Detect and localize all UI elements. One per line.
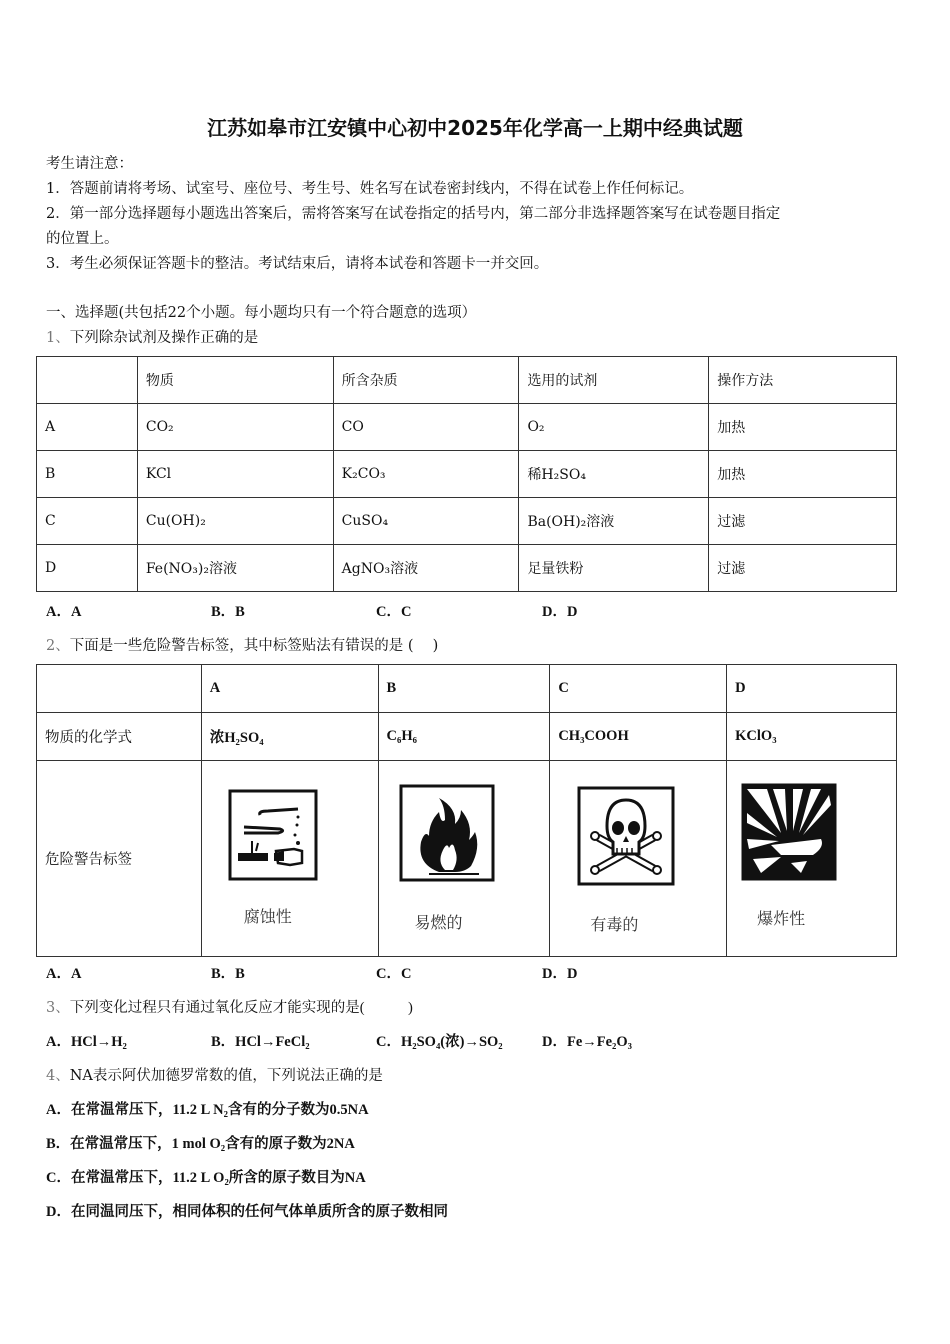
question-text: NA表示阿伏加德罗常数的值，下列说法正确的是 (69, 1068, 383, 1084)
header-cell: 选用的试剂 (519, 357, 709, 404)
substance-cell: KCl (137, 451, 333, 498)
impurity-cell: CO (333, 404, 519, 451)
table-row (37, 451, 897, 498)
formula-cell: KClO₃ (727, 713, 897, 761)
question-number: 2、 (46, 638, 70, 654)
impurity-cell: CuSO₄ (333, 498, 519, 545)
header-cell: 操作方法 (709, 357, 897, 404)
sign-caption: 易燃的 (414, 912, 463, 932)
question-2-stem (46, 634, 438, 655)
option-a[interactable]: A．A (46, 966, 82, 982)
page-title: 江苏如皋市江安镇中心初中2025年化学高一上期中经典试题 (207, 116, 743, 140)
sign-cell (202, 764, 378, 954)
reagent-cell: Ba(OH)₂溶液 (519, 498, 709, 545)
row-label: B (37, 451, 138, 498)
reagent-cell: O₂ (519, 404, 709, 451)
row-label: 危险警告标签 (37, 761, 202, 957)
substance-cell: Fe(NO₃)₂溶液 (137, 545, 333, 592)
reagent-cell: 足量铁粉 (519, 545, 709, 592)
table-row (37, 404, 897, 451)
option-c[interactable]: C．H₂SO₄(浓)→SO₂ (376, 1034, 503, 1050)
reagent-cell: 稀H₂SO₄ (519, 451, 709, 498)
q1-table (36, 356, 897, 592)
notice-heading: 考生请注意： (46, 156, 133, 172)
option-b[interactable]: B．B (211, 604, 245, 620)
explosive-icon (741, 783, 837, 881)
header-cell: C (550, 665, 727, 713)
header-cell (37, 665, 202, 713)
section-heading: 一、选择题(共包括22个小题。每小题均只有一个符合题意的选项） (46, 305, 477, 321)
formula-cell: CH₃COOH (550, 713, 727, 761)
flammable-icon (399, 784, 495, 882)
question-number: 1、 (46, 330, 70, 346)
sign-caption: 爆炸性 (757, 908, 806, 928)
notice-item-2-cont: 的位置上。 (46, 231, 119, 247)
question-4-stem (46, 1064, 383, 1085)
table-row (37, 545, 897, 592)
substance-cell: CO₂ (137, 404, 333, 451)
option-b[interactable]: B．HCl→FeCl₂ (211, 1034, 310, 1050)
notice-item-3: 3．考生必须保证答题卡的整洁。考试结束后，请将本试卷和答题卡一并交回。 (46, 256, 549, 272)
sign-cell (550, 764, 726, 954)
header-cell: B (378, 665, 550, 713)
sign-caption: 有毒的 (590, 914, 639, 934)
row-label: A (37, 404, 138, 451)
header-cell: A (201, 665, 378, 713)
option-c[interactable]: C．C (376, 604, 412, 620)
sign-cell (379, 764, 550, 954)
impurity-cell: AgNO₃溶液 (333, 545, 519, 592)
impurity-cell: K₂CO₃ (333, 451, 519, 498)
question-3-stem (46, 996, 413, 1017)
option-a[interactable]: A．HCl→H₂ (46, 1034, 127, 1050)
header-cell: 所含杂质 (333, 357, 519, 404)
option-d[interactable]: D．D (542, 966, 578, 982)
question-1-stem (46, 326, 258, 347)
option-b[interactable]: B．B (211, 966, 245, 982)
toxic-icon (577, 786, 675, 886)
q4-option-c[interactable]: C．在常温常压下，11.2 L O₂所含的原子数目为NA (46, 1170, 366, 1186)
sign-caption: 腐蚀性 (243, 906, 292, 926)
table-header-row (37, 665, 897, 713)
question-number: 3、 (46, 1000, 70, 1016)
table-row (37, 498, 897, 545)
sign-cell (727, 764, 896, 954)
question-number: 4、 (46, 1068, 70, 1084)
method-cell: 加热 (709, 404, 897, 451)
corrosive-icon (228, 789, 318, 881)
row-label: 物质的化学式 (37, 713, 202, 761)
formula-row (37, 713, 897, 761)
header-cell: 物质 (137, 357, 333, 404)
sign-row (37, 761, 897, 957)
row-label: C (37, 498, 138, 545)
q2-table (36, 664, 897, 957)
row-label: D (37, 545, 138, 592)
option-d[interactable]: D．D (542, 604, 578, 620)
substance-cell: Cu(OH)₂ (137, 498, 333, 545)
question-text: 下列变化过程只有通过氧化反应才能实现的是( ) (69, 1000, 413, 1016)
table-header-row (37, 357, 897, 404)
q4-option-a[interactable]: A．在常温常压下，11.2 L N₂含有的分子数为0.5NA (46, 1102, 369, 1118)
method-cell: 过滤 (709, 498, 897, 545)
option-d[interactable]: D．Fe→Fe₂O₃ (542, 1034, 633, 1050)
question-text: 下列除杂试剂及操作正确的是 (69, 330, 259, 346)
formula-cell: C₆H₆ (378, 713, 550, 761)
notice-item-2: 2．第一部分选择题每小题选出答案后，需将答案写在试卷指定的括号内，第二部分非选择题答案写在试卷题目指定 (46, 206, 781, 222)
header-cell: D (727, 665, 897, 713)
q4-option-d[interactable]: D．在同温同压下，相同体积的任何气体单质所含的原子数相同 (46, 1204, 448, 1220)
notice-item-1: 1．答题前请将考场、试室号、座位号、考生号、姓名写在试卷密封线内，不得在试卷上作任何标记。 (46, 181, 694, 197)
header-cell (37, 357, 138, 404)
method-cell: 过滤 (709, 545, 897, 592)
q4-option-b[interactable]: B．在常温常压下，1 mol O₂含有的原子数为2NA (46, 1136, 355, 1152)
option-a[interactable]: A．A (46, 604, 82, 620)
option-c[interactable]: C．C (376, 966, 412, 982)
formula-cell: 浓H₂SO₄ (201, 713, 378, 761)
method-cell: 加热 (709, 451, 897, 498)
question-text: 下面是一些危险警告标签，其中标签贴法有错误的是 ( ) (69, 638, 439, 654)
